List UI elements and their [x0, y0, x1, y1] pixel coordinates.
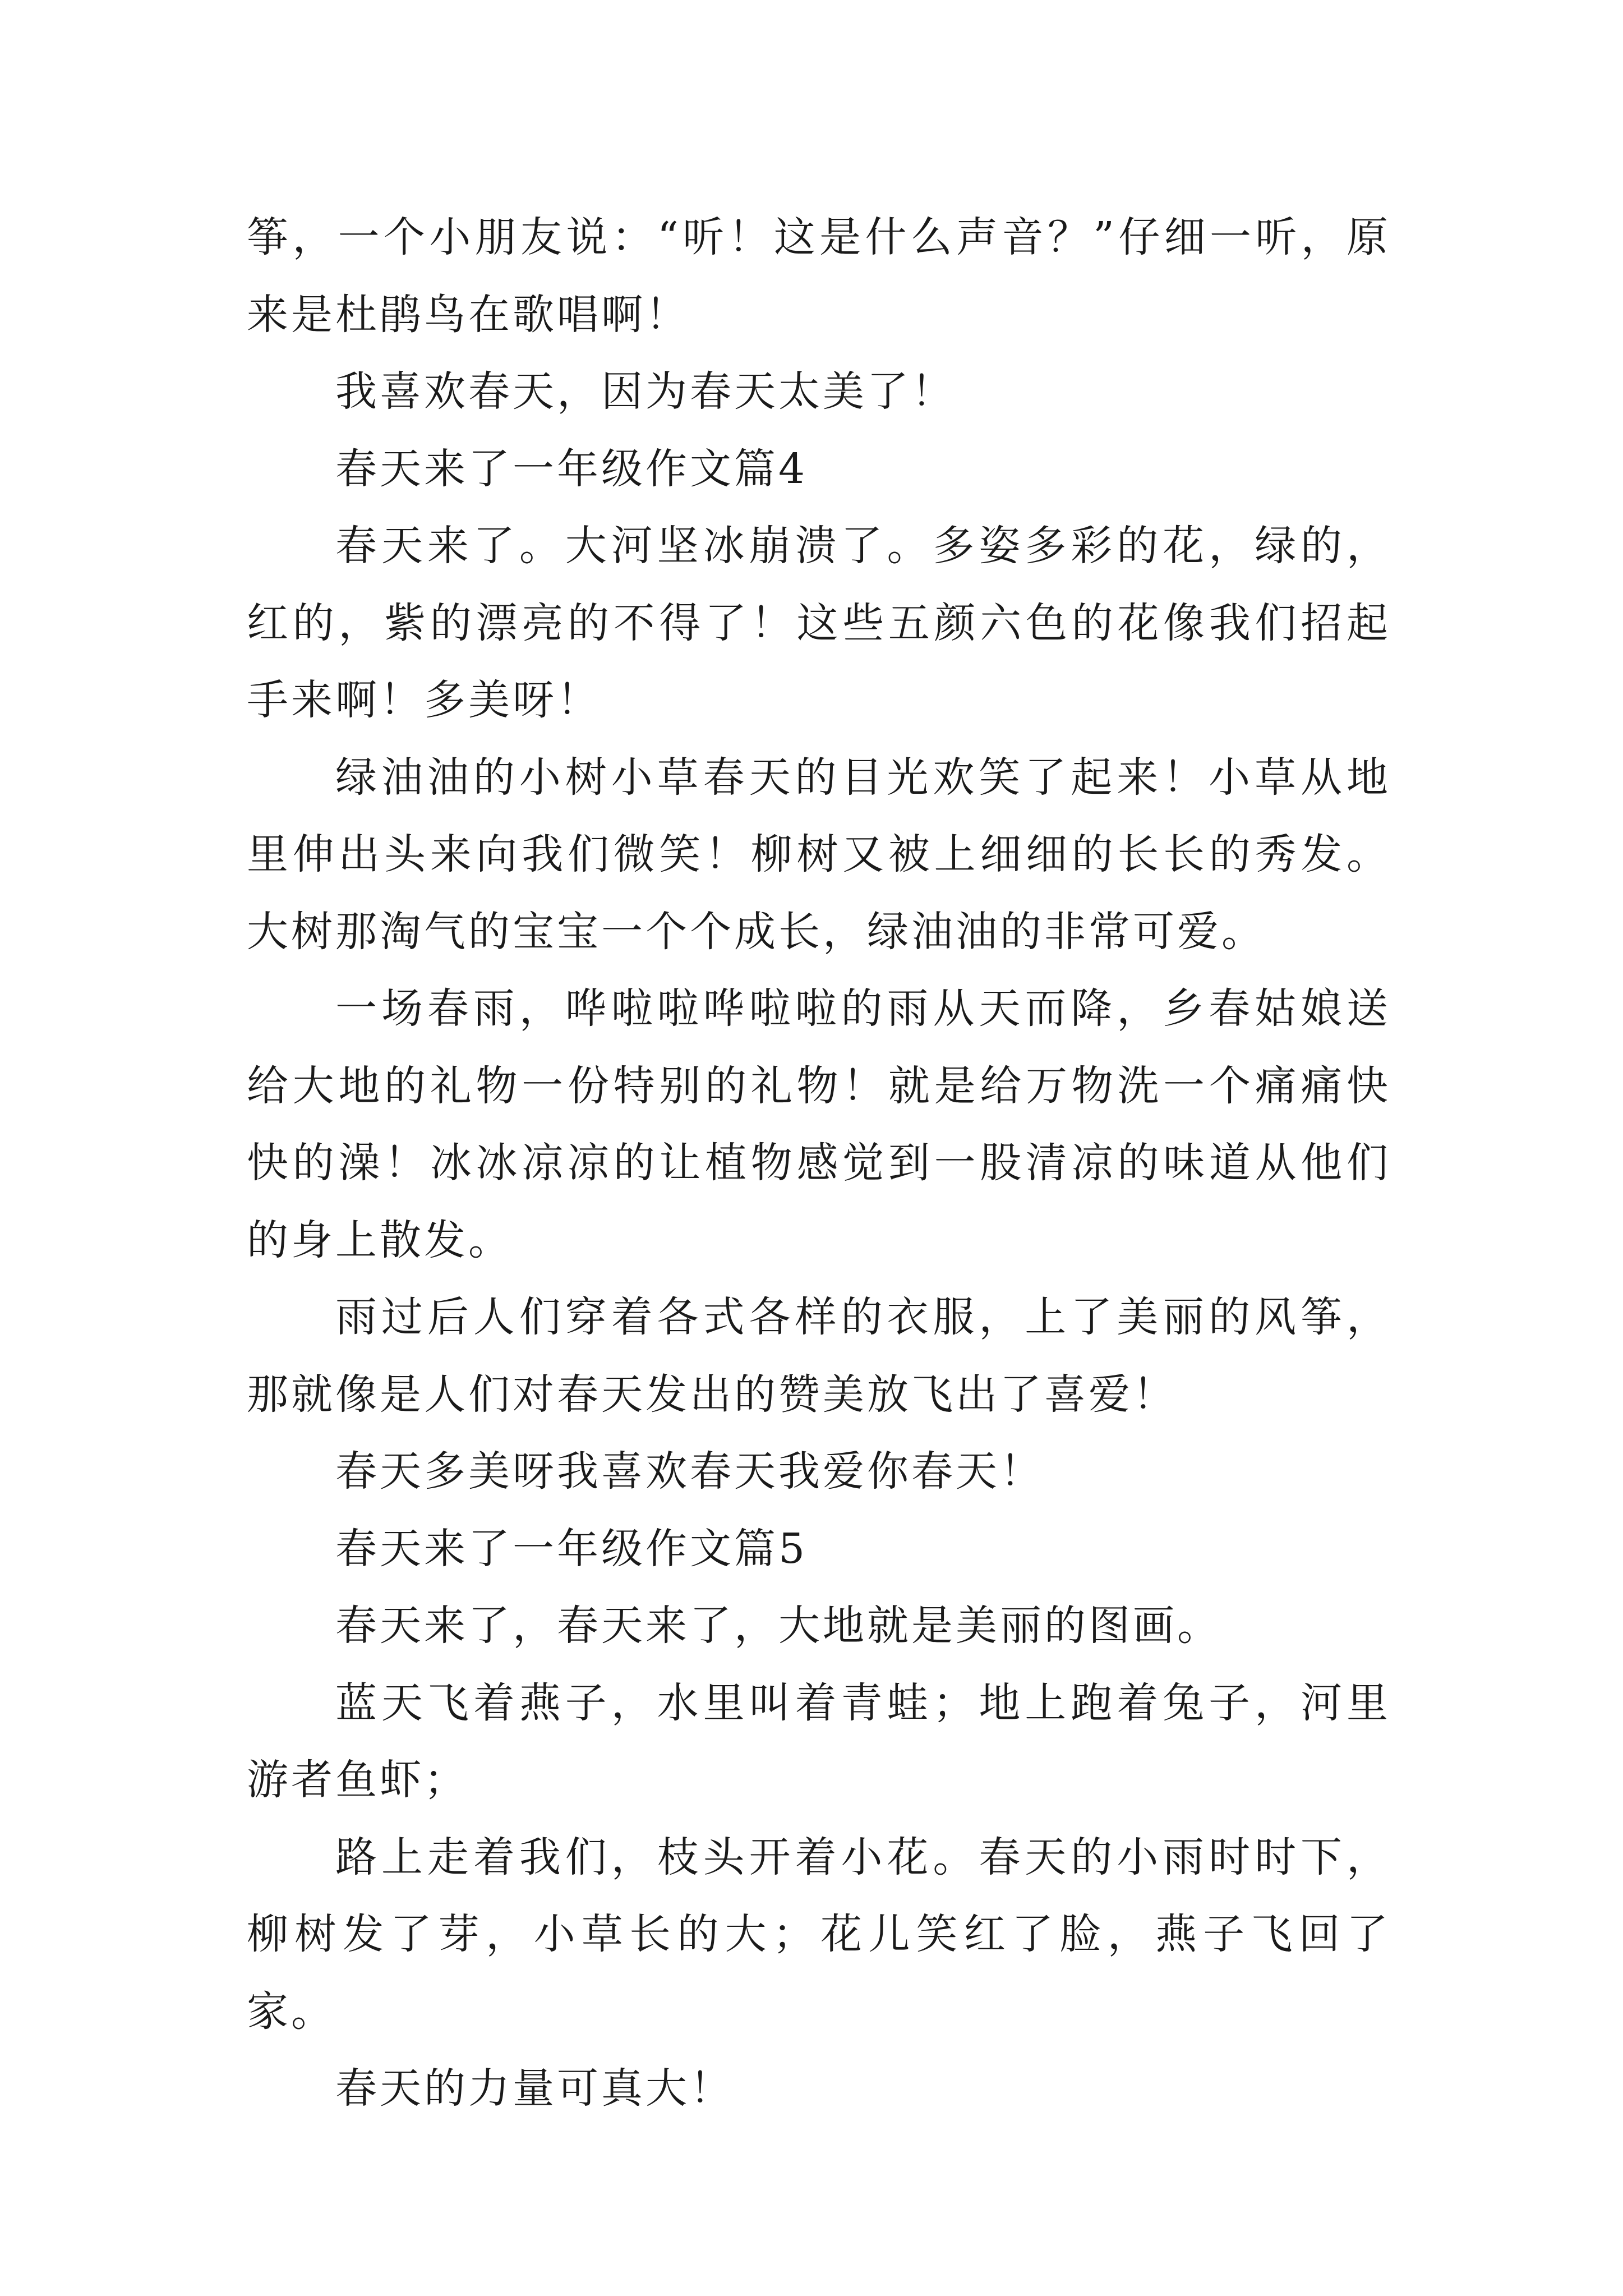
paragraph-continuation: 筝，一个小朋友说：“听！这是什么声音？”仔细一听，原来是杜鹃鸟在歌唱啊！ — [247, 213, 1391, 339]
paragraph: 春天多美呀我喜欢春天我爱你春天！ — [335, 1447, 1044, 1496]
paragraph: 我喜欢春天，因为春天太美了！ — [335, 367, 956, 416]
paragraph: 春天来了。大河坚冰崩溃了。多姿多彩的花，绿的，红的，紫的漂亮的不得了！这些五颜六色的花像我们招起手来啊！多美呀！ — [247, 522, 1391, 724]
paragraph: 绿油油的小树小草春天的目光欢笑了起来！小草从地里伸出头来向我们微笑！柳树又被上细细的长长的秀发。大树那淘气的宝宝一个个成长，绿油油的非常可爱。 — [247, 753, 1391, 956]
section-heading: 春天来了一年级作文篇4 — [335, 444, 808, 493]
paragraph: 路上走着我们，枝头开着小花。春天的小雨时时下，柳树发了芽，小草长的大；花儿笑红了脸，燕子飞回了家。 — [247, 1833, 1391, 2036]
paragraph: 雨过后人们穿着各式各样的衣服，上了美丽的风筝，那就像是人们对春天发出的赞美放飞出了喜爱！ — [247, 1293, 1391, 1419]
paragraph: 蓝天飞着燕子，水里叫着青蛙；地上跑着兔子，河里游者鱼虾； — [247, 1678, 1391, 1804]
paragraph: 一场春雨，哗啦啦哗啦啦的雨从天而降，乡春姑娘送给大地的礼物一份特别的礼物！就是给万物洗一个痛痛快快的澡！冰冰凉凉的让植物感觉到一股清凉的味道从他们的身上散发。 — [247, 984, 1391, 1264]
document-body — [247, 199, 1391, 2128]
paragraph: 春天的力量可真大！ — [335, 2064, 734, 2113]
paragraph: 春天来了，春天来了，大地就是美丽的图画。 — [335, 1602, 1221, 1650]
section-heading: 春天来了一年级作文篇5 — [335, 1524, 808, 1573]
